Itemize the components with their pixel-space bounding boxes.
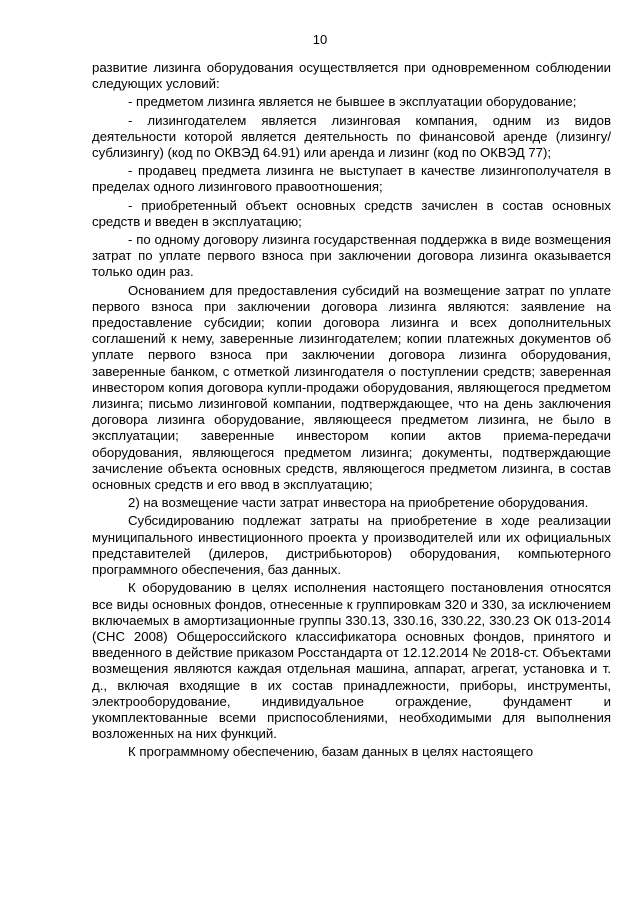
body-text [92, 60, 611, 763]
paragraph-item-2: 2) на возмещение части затрат инвестора на приобретение оборудования. [128, 495, 589, 511]
paragraph-intro: развитие лизинга оборудования осуществляется при одновременном соблюдении следующих условий: [92, 60, 611, 92]
paragraph-software: К программному обеспечению, базам данных в целях настоящего [128, 744, 534, 760]
condition-item-3: - продавец предмета лизинга не выступает в качестве лизингополучателя в пределах одного лизингового правоотношения; [92, 163, 611, 195]
condition-item-5: - по одному договору лизинга государственная поддержка в виде возмещения затрат по уплате первого взноса при заключении договора лизинга оказывается только один раз. [92, 232, 611, 280]
condition-item-1: - предметом лизинга является не бывшее в эксплуатации оборудование; [128, 94, 577, 110]
paragraph-subsidized-costs: Субсидированию подлежат затраты на приобретение в ходе реализации муниципального инвестиционного проекта у производителей или их официальных представителей (дилеров, дистрибьюторов) оборудования, компьютерного программного обеспечения, баз данных. [92, 513, 611, 578]
condition-item-4: - приобретенный объект основных средств зачислен в состав основных средств и введен в эксплуатацию; [92, 197, 611, 229]
paragraph-equipment-definition: К оборудованию в целях исполнения настоящего постановления относятся все виды основных фондов, отнесенные к группировкам 320 и 330, за исключением включаемых в амортизационные группы 330.13, 330.16, 330.22, 330.23 ОК 013-2014 (СНС 2008) Общероссийского классификатора основных фондов, принятого и введенного в действие приказом Росстандарта от 12.12.2014 № 2018-ст. Объектами возмещения являются каждая отдельная машина, аппарат, агрегат, установка и т. д., включая входящие в их состав принадлежности, приборы, инструменты, электрооборудование, индивидуальное ограждение, фундамент и укомплектованные всеми приспособлениями, необходимыми для выполнения возложенных на них функций. [92, 580, 611, 742]
page-number: 10 [312, 32, 328, 47]
condition-item-2: - лизингодателем является лизинговая компания, одним из видов деятельности которой является деятельность по финансовой аренде (лизингу/сублизингу) (код по ОКВЭД 64.91) или аренда и лизинг (код по ОКВЭД 77); [92, 112, 611, 161]
paragraph-grounds: Основанием для предоставления субсидий на возмещение затрат по уплате первого взноса при заключении договора лизинга являются: заявление на предоставление субсидии; копии договора лизинга и всех дополнительных соглашений к нему, заверенные лизингодателем; копии платежных документов об уплате первого взноса при заключении договора лизинга оборудования, заверенные банком, с отметкой лизингодателя о поступлении средств; заверенная инвестором копия договора купли-продажи оборудования, являющегося предметом лизинга; письмо лизинговой компании, подтверждающее, что на день заключения договора лизинга оборудование, являющееся предметом лизинга, не было в эксплуатации; заверенные инвестором копии актов приема-передачи оборудования, являющегося предметом лизинга; документы, подтверждающие зачисление объекта основных средств, являющегося предметом лизинга, в состав основных средств и его ввод в эксплуатацию; [92, 282, 611, 493]
